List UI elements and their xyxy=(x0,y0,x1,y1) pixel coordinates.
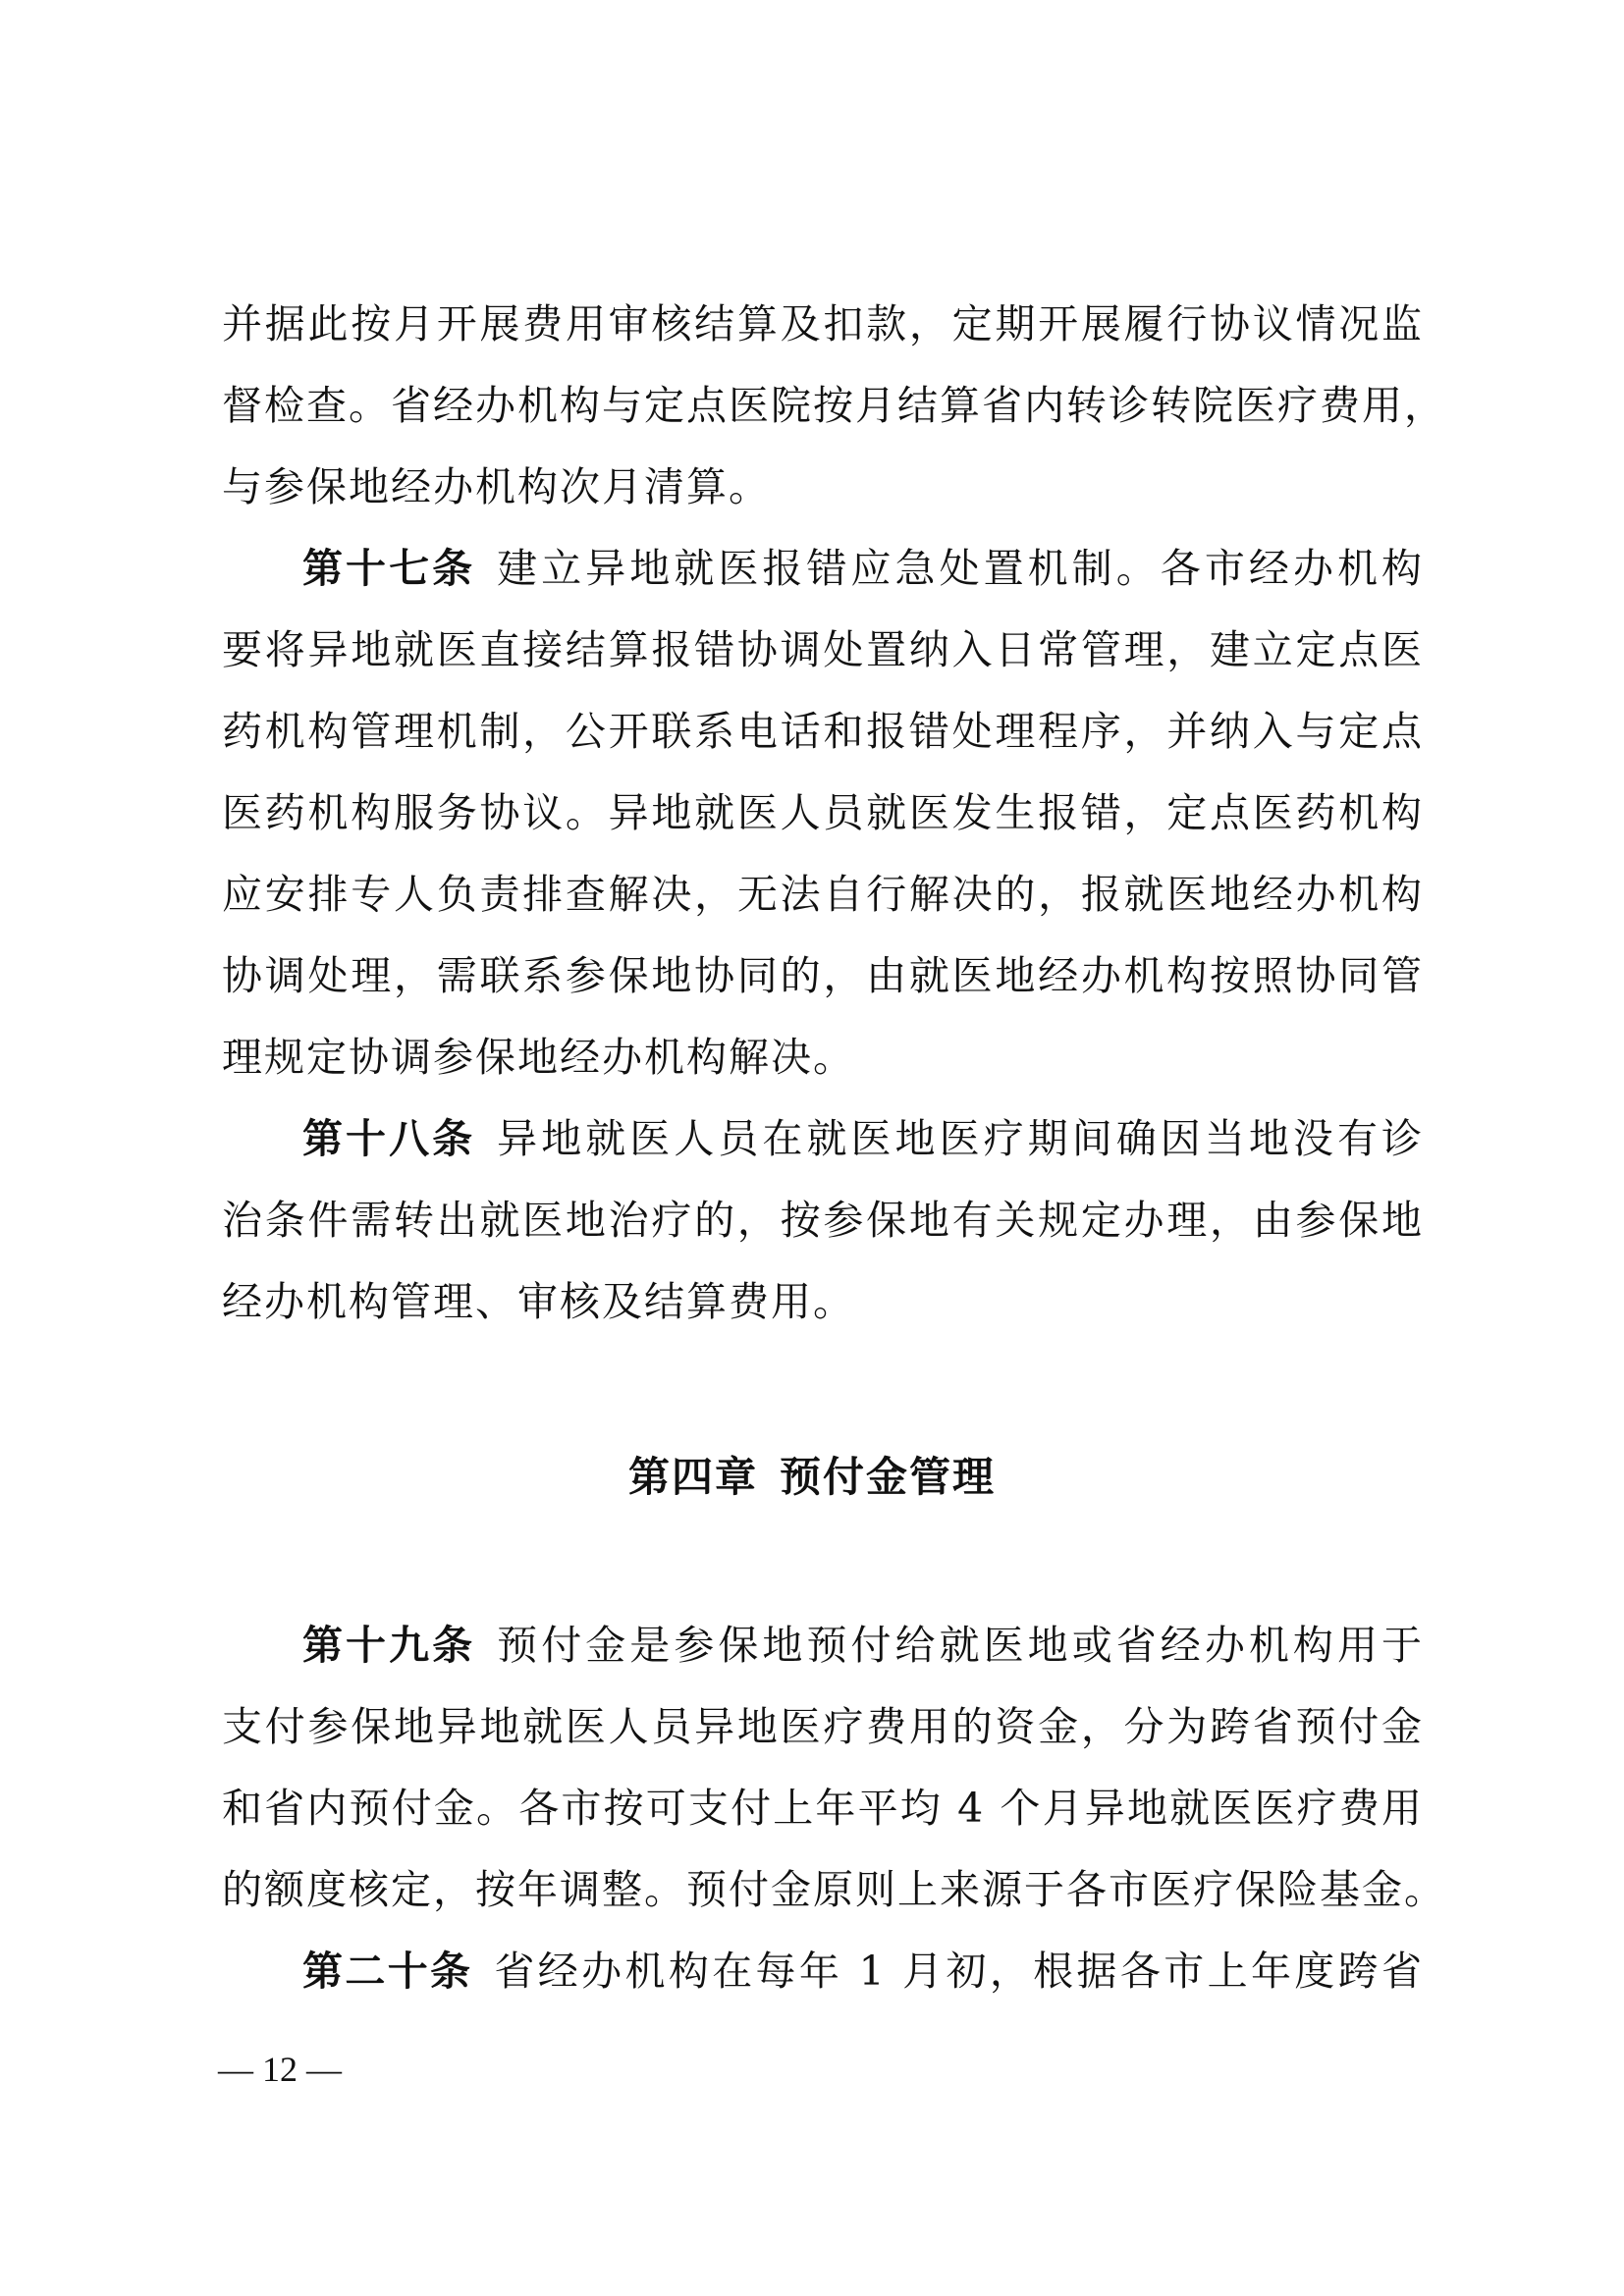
text-line: 要将异地就医直接结算报错协调处置纳入日常管理，建立定点医 xyxy=(222,626,1424,673)
article-18-line xyxy=(302,1109,1424,1168)
text-line: 协调处理，需联系参保地协同的，由就医地经办机构按照协同管 xyxy=(222,952,1424,999)
text-line: 药机构管理机制，公开联系电话和报错处理程序，并纳入与定点 xyxy=(222,708,1424,755)
article-20-text: 省经办机构在每年 1 月初，根据各市上年度跨省 xyxy=(494,1948,1424,1995)
page-number: — 12 — xyxy=(218,2050,342,2089)
text-line: 经办机构管理、审核及结算费用。 xyxy=(222,1278,855,1325)
text-line: 与参保地经办机构次月清算。 xyxy=(222,463,771,510)
article-17-line xyxy=(302,539,1424,598)
article-19-text: 预付金是参保地预付给就医地或省经办机构用于 xyxy=(497,1622,1425,1669)
article-17-number: 第十七条 xyxy=(302,545,476,592)
article-17-text: 建立异地就医报错应急处置机制。各市经办机构 xyxy=(497,545,1425,592)
article-20-line xyxy=(302,1942,1424,2001)
article-19-line xyxy=(302,1616,1424,1675)
text-line: 应安排专人负责排查解决，无法自行解决的，报就医地经办机构 xyxy=(222,871,1424,918)
article-18-number: 第十八条 xyxy=(302,1115,476,1162)
text-line: 并据此按月开展费用审核结算及扣款，定期开展履行协议情况监 xyxy=(222,300,1424,347)
chapter-heading xyxy=(0,1443,1624,1512)
article-18-text: 异地就医人员在就医地医疗期间确因当地没有诊 xyxy=(497,1115,1425,1162)
text-line: 治条件需转出就医地治疗的，按参保地有关规定办理，由参保地 xyxy=(222,1197,1424,1244)
text-line: 理规定协调参保地经办机构解决。 xyxy=(222,1034,855,1081)
chapter-title: 预付金管理 xyxy=(780,1453,997,1501)
article-19-number: 第十九条 xyxy=(302,1622,476,1669)
text-line: 督检查。省经办机构与定点医院按月结算省内转诊转院医疗费用， xyxy=(222,382,1446,429)
text-line: 和省内预付金。各市按可支付上年平均 4 个月异地就医医疗费用 xyxy=(222,1785,1424,1832)
article-20-number: 第二十条 xyxy=(302,1948,473,1995)
text-line: 支付参保地异地就医人员异地医疗费用的资金，分为跨省预付金 xyxy=(222,1703,1424,1750)
text-line: 医药机构服务协议。异地就医人员就医发生报错，定点医药机构 xyxy=(222,789,1424,836)
chapter-number: 第四章 xyxy=(627,1453,758,1501)
text-line: 的额度核定，按年调整。预付金原则上来源于各市医疗保险基金。 xyxy=(222,1866,1446,1913)
